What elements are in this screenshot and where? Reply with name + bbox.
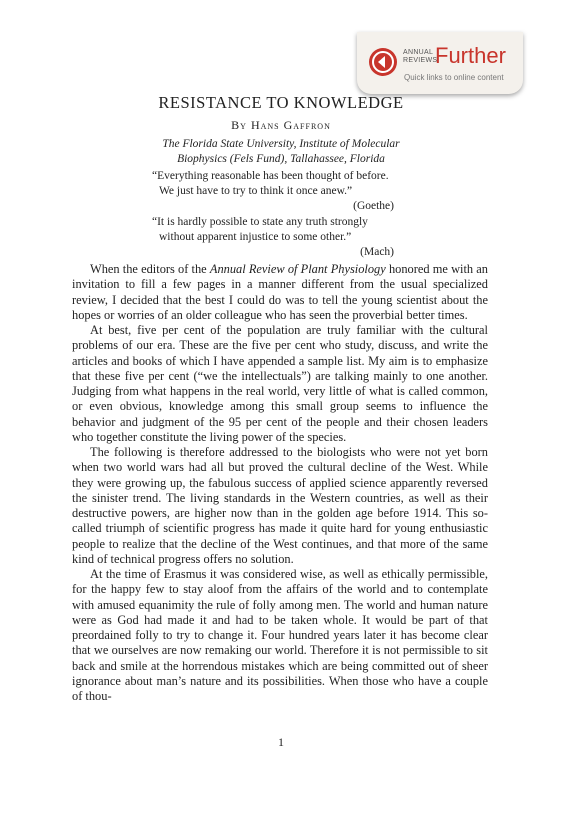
- further-label: Further: [435, 43, 506, 68]
- epigraph-mach: “It is hardly possible to state any truth strongly without apparent injustice to some other.” (Mach): [152, 215, 402, 260]
- journal-title: Annual Review of Plant Physiology: [209, 262, 386, 276]
- publisher-name: ANNUAL REVIEWS: [403, 49, 438, 64]
- quick-links-label: Quick links to online content: [404, 73, 504, 82]
- page-number: 1: [278, 735, 284, 749]
- paragraph: The following is therefore addressed to the biologists who were not yet born when two world wars had all but proved the cultural decline of the West. While they were growing up, the fabulous success of applied science apparently reversed the sinister trend. The living standards in the Western countries, as well as their destructive powers, are higher now than in the golden age before 1914. This so-called triumph of scientific progress has made it quite hard for young enthusiastic people to realize that the decline of the West continues, and that more of the same kind of technical progress offers no solution.: [72, 445, 488, 566]
- epigraph-attribution: (Mach): [360, 246, 394, 258]
- article-body: [72, 262, 488, 704]
- paragraph: At the time of Erasmus it was considered wise, as well as ethically permissible, for the happy few to stay aloof from the affairs of the world and to contemplate with amused equanimity the rule of folly among men. The world and human nature were as God had made it and had to be taken whole. It would be part of that preordained folly to try to change it. Four hundred years later it has become clear that we ourselves are now remaking our world. Therefore it is not permissible to sit back and smile at the horrendous mistakes which are being committed out of sheer ignorance about man’s nature and its possibilities. When those who have a couple of thou-: [72, 567, 488, 703]
- epigraph-attribution: (Goethe): [353, 200, 394, 212]
- annual-reviews-logo-icon: [369, 48, 397, 76]
- author-byline: By Hans Gaffron: [231, 118, 331, 132]
- annual-reviews-further-badge[interactable]: [357, 32, 523, 94]
- article-title: RESISTANCE TO KNOWLEDGE: [158, 93, 404, 112]
- paragraph: When the editors of the Annual Review of Plant Physiology honored me with an invitation to fill a few pages in a manner different from the usual specialized review, I decided that the best I could do was to tell the young scientist about the hopes or worries of an older colleague who has seen the proverbial better times.: [72, 262, 488, 322]
- epigraph-goethe: “Everything reasonable has been thought of before. We just have to try to think it once anew.” (Goethe): [152, 169, 402, 214]
- author-affiliation: The Florida State University, Institute of Molecular Biophysics (Fels Fund), Tallahassee, Florida: [162, 138, 400, 165]
- paragraph: At best, five per cent of the population are truly familiar with the cultural problems of our era. These are the five per cent who study, discuss, and write the articles and books of which I have appended a sample list. My aim is to emphasize that these five per cent (“we the intellectuals”) are talking mainly to one another. Judging from what happens in the real world, very little of what is called common, or even obvious, knowledge among this small group seems to influence the behavior and judgment of the 95 per cent of the people and their chosen leaders who together constitute the living power of the species.: [72, 323, 488, 444]
